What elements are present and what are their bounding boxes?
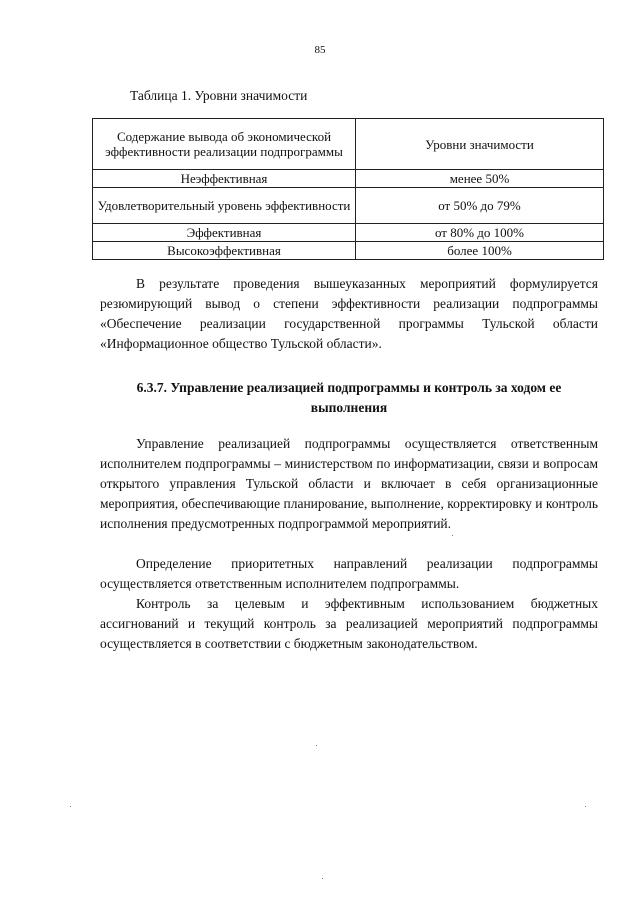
row-conclusion: Эффективная	[93, 224, 356, 242]
paragraph-control: Контроль за целевым и эффективным использованием бюджетных ассигнований и текущий контроль за реализацией мероприятий подпрограммы осуществляется в соответствии с бюджетным законодательством.	[100, 596, 598, 651]
table-row	[93, 188, 604, 224]
scan-speck	[70, 806, 71, 807]
row-conclusion: Неэффективная	[93, 170, 356, 188]
scan-speck	[585, 806, 586, 807]
scan-speck	[452, 535, 453, 536]
header-conclusion: Содержание вывода об экономической эффективности реализации подпрограммы	[93, 119, 356, 170]
row-level: более 100%	[356, 242, 604, 260]
scan-speck	[322, 878, 323, 879]
row-conclusion: Удовлетворительный уровень эффективности	[93, 188, 356, 224]
row-level: от 80% до 100%	[356, 224, 604, 242]
section-heading: 6.3.7. Управление реализацией подпрограммы и контроль за ходом ее выполнения	[136, 380, 562, 415]
table-row	[93, 170, 604, 188]
table-header-row	[93, 119, 604, 170]
significance-levels-table	[92, 118, 604, 260]
row-level: менее 50%	[356, 170, 604, 188]
row-level: от 50% до 79%	[356, 188, 604, 224]
paragraph-priorities: Определение приоритетных направлений реализации подпрограммы осуществляется ответственным исполнителем подпрограммы.	[100, 556, 598, 591]
header-level: Уровни значимости	[356, 119, 604, 170]
table-row	[93, 242, 604, 260]
table-row	[93, 224, 604, 242]
paragraph-management: Управление реализацией подпрограммы осуществляется ответственным исполнителем подпрограммы – министерством по информатизации, связи и вопросам открытого управления Тульской области и включает в себя организационные мероприятия, обеспечивающие планирование, выполнение, корректировку и контроль исполнения предусмотренных подпрограммой мероприятий.	[100, 436, 598, 531]
scan-speck	[316, 745, 317, 746]
row-conclusion: Высокоэффективная	[93, 242, 356, 260]
table-caption: Таблица 1. Уровни значимости	[130, 88, 308, 103]
paragraph-summary: В результате проведения вышеуказанных мероприятий формулируется резюмирующий вывод о степени эффективности реализации подпрограммы «Обеспечение реализации государственной программы Тульской области «Информационное общество Тульской области».	[100, 276, 598, 351]
page-number: 85	[314, 44, 326, 56]
